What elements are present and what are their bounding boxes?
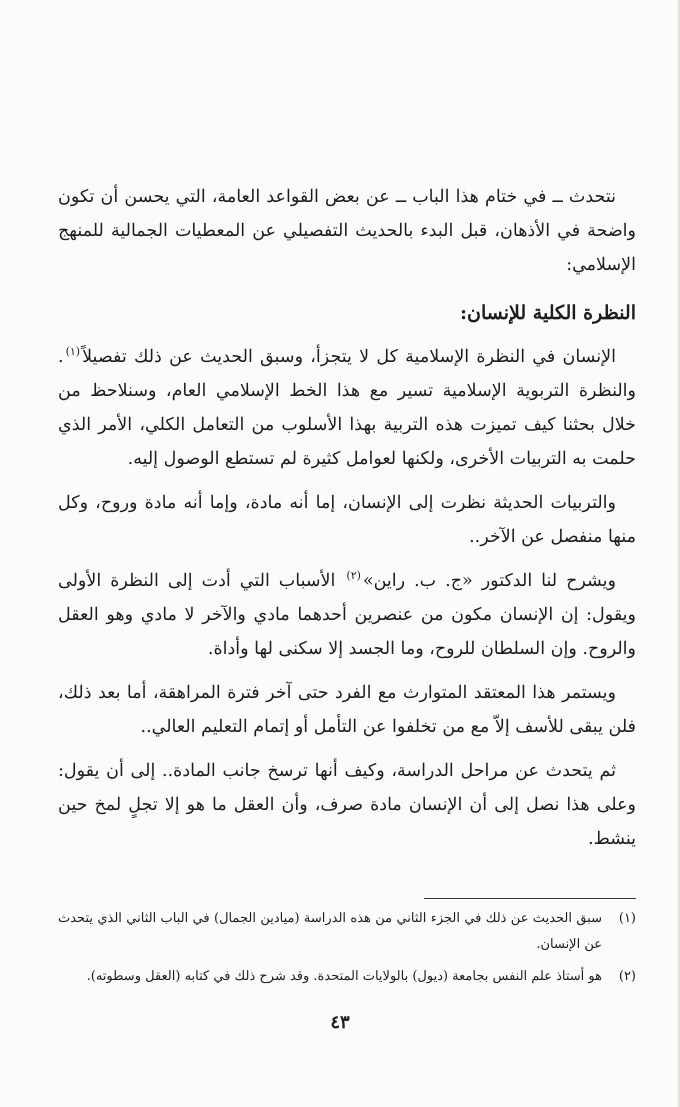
- paragraph-rhine-part2: الأسباب التي أدت إلى النظرة الأولى ويقول: إن الإنسان مكون من عنصرين أحدهما مادي والآخر لا مادي وهو العقل والروح. وإن السلطان للروح، وما الجسد إلا سكنى لها وأداة.: [58, 571, 636, 659]
- footnote-1-number: (١): [618, 911, 636, 926]
- footnote-2: [58, 964, 636, 990]
- paragraph-rhine-part1: ويشرح لنا الدكتور «ج. ب. راين»: [362, 571, 616, 591]
- section-heading: النظرة الكلية للإنسان:: [460, 302, 636, 324]
- page-number: ٤٣: [330, 1012, 350, 1033]
- main-text: [58, 180, 636, 856]
- footnote-ref-1: (١): [65, 345, 81, 359]
- paragraph-study-stages: ثم يتحدث عن مراحل الدراسة، وكيف أنها ترسخ جانب المادة.. إلى أن يقول: وعلى هذا نصل إلى أن الإنسان مادة صرف، وأن العقل ما هو إلا تجلٍ لمخ حين ينشط.: [58, 761, 636, 849]
- paragraph-holistic-view: [58, 340, 636, 476]
- intro-paragraph: نتحدث ــ في ختام هذا الباب ــ عن بعض القواعد العامة، التي يحسن أن تكون واضحة في الأذهان، قبل البدء بالحديث التفصيلي عن المعطيات الجمالية للمنهج الإسلامي:: [58, 187, 636, 275]
- footnote-ref-2: (٢): [346, 569, 361, 583]
- footnote-1: [58, 906, 636, 958]
- footnote-2-text: هو أستاذ علم النفس بجامعة (ديول) بالولايات المتحدة. وقد شرح ذلك في كتابه (العقل وسطوته).: [86, 969, 602, 984]
- paragraph-modern-educations: والتربيات الحديثة نظرت إلى الإنسان، إما أنه مادة، وإما أنه مادة وروح، وكل منها منفصل عن الآخر..: [58, 493, 636, 547]
- paragraph-inherited-belief: ويستمر هذا المعتقد المتوارث مع الفرد حتى آخر فترة المراهقة، أما بعد ذلك، فلن يبقى للأسف إلاّ مع من تخلفوا عن التأمل أو إتمام التعليم العالي..: [58, 683, 636, 737]
- footnote-1-text: سبق الحديث عن ذلك في الجزء الثاني من هذه الدراسة (ميادين الجمال) في الباب الثاني الذي يتحدث عن الإنسان.: [58, 911, 602, 952]
- paragraph-holistic-view-part1: الإنسان في النظرة الإسلامية كل لا يتجزأ، وسبق الحديث عن ذلك تفصيلاً: [82, 347, 616, 367]
- paragraph-rhine: [58, 564, 636, 666]
- footnote-2-number: (٢): [618, 969, 636, 984]
- footnote-divider: [424, 898, 636, 899]
- paragraph-holistic-view-part2: . والنظرة التربوية الإسلامية تسير مع هذا الخط الإسلامي العام، وسنلاحظ من خلال بحثنا كيف تميزت هذه التربية بهذا الأسلوب من التعامل الكلي، الأمر الذي حلمت به التربيات الأخرى، ولكنها لعوامل كثيرة لم تستطع الوصول إليه.: [58, 347, 636, 469]
- footnotes: [58, 906, 636, 996]
